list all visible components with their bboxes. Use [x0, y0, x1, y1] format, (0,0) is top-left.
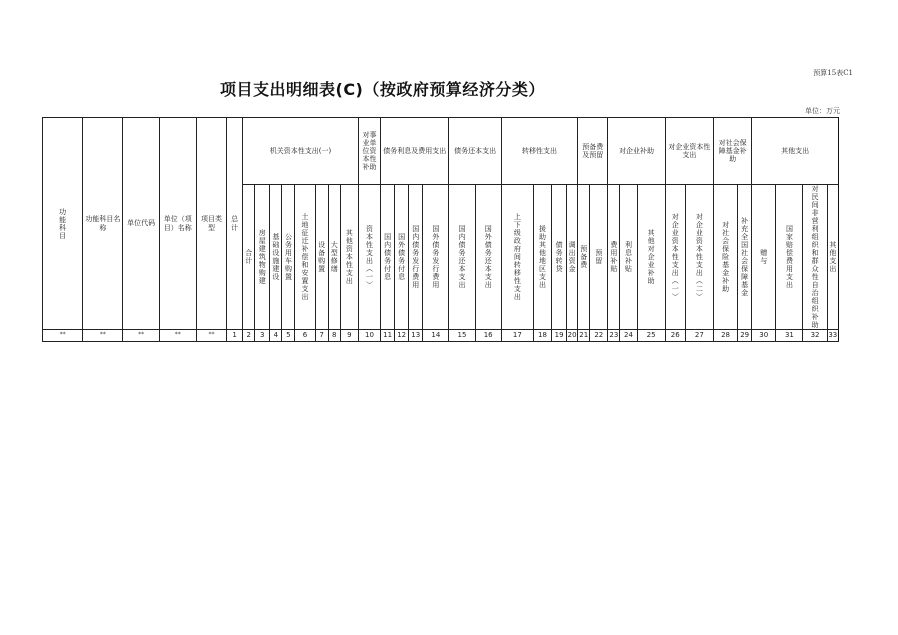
sub-header-3: 基础设施建设 [270, 185, 282, 330]
sub-header-30: 国家赔偿费用支出 [776, 185, 803, 330]
column-number: 3 [255, 330, 270, 342]
sub-header-25: 对企业资本性支出（一） [665, 185, 685, 330]
sub-header-32: 其他支出 [827, 185, 838, 330]
sub-header-23: 利息补贴 [620, 185, 637, 330]
sub-header-10: 国内债务付息 [381, 185, 395, 330]
column-number: 22 [590, 330, 608, 342]
sub-header-11: 国外债务付息 [395, 185, 409, 330]
sub-header-17: 援助其他地区支出 [533, 185, 551, 330]
sub-header-13: 国外债务发行费用 [423, 185, 449, 330]
group-reserve: 预备费及预留 [578, 118, 608, 185]
sub-header-29: 赠与 [752, 185, 776, 330]
column-number: 7 [315, 330, 328, 342]
column-number: 17 [501, 330, 533, 342]
column-number: 29 [738, 330, 752, 342]
group-debt-interest: 债务利息及费用支出 [381, 118, 449, 185]
group-other-expenditure: 其他支出 [752, 118, 839, 185]
sub-header-26: 对企业资本性支出（二） [685, 185, 713, 330]
form-code: 预算15表C1 [813, 69, 853, 77]
column-number: 26 [665, 330, 685, 342]
sub-header-21: 预留 [590, 185, 608, 330]
sub-header-18: 债务转贷 [552, 185, 567, 330]
sub-header-8: 其他资本性支出 [340, 185, 358, 330]
sub-header-16: 上下级政府间转移性支出 [501, 185, 533, 330]
sub-header-1: 合计 [243, 185, 255, 330]
header-function-subject-name: 功能科目名称 [83, 118, 123, 330]
column-number: 8 [328, 330, 340, 342]
column-number: 25 [637, 330, 665, 342]
group-enterprise-capital: 对企业资本性支出 [665, 118, 713, 185]
column-number: 1 [227, 330, 243, 342]
placeholder-cell: ** [196, 330, 226, 342]
expenditure-detail-table [42, 117, 839, 342]
column-number: 9 [340, 330, 358, 342]
column-number: 30 [752, 330, 776, 342]
sub-header-31: 对民间非营利组织和群众性自治组织补助 [803, 185, 827, 330]
column-number: 31 [776, 330, 803, 342]
sub-header-14: 国内债务还本支出 [449, 185, 475, 330]
group-social-security: 对社会保障基金补助 [713, 118, 751, 185]
page-title: 项目支出明细表(C)（按政府预算经济分类） [220, 80, 545, 99]
column-number: 21 [578, 330, 590, 342]
sub-header-12: 国内债务发行费用 [409, 185, 423, 330]
sub-header-24: 其他对企业补助 [637, 185, 665, 330]
column-number: 6 [295, 330, 315, 342]
sub-header-27: 对社会保险基金补助 [713, 185, 737, 330]
sub-header-7: 大型修缮 [328, 185, 340, 330]
group-institution-capital-subsidy: 对事业单位资本性补助 [358, 118, 380, 185]
group-header-row [43, 118, 839, 185]
unit-label: 单位：万元 [805, 107, 840, 115]
column-number: 5 [282, 330, 295, 342]
column-number: 33 [827, 330, 838, 342]
column-number: 16 [475, 330, 501, 342]
column-number: 14 [423, 330, 449, 342]
column-number: 23 [608, 330, 620, 342]
group-capital-expenditure-1: 机关资本性支出(一) [243, 118, 359, 185]
group-enterprise-subsidy: 对企业补助 [608, 118, 665, 185]
column-number: 28 [713, 330, 737, 342]
column-number: 4 [270, 330, 282, 342]
sub-header-22: 费用补贴 [608, 185, 620, 330]
sub-header-4: 公务用车购置 [282, 185, 295, 330]
column-number: 18 [533, 330, 551, 342]
group-debt-principal: 债务还本支出 [449, 118, 501, 185]
column-number-row [43, 330, 839, 342]
sub-header-6: 设备购置 [315, 185, 328, 330]
header-unit-name: 单位（项目）名称 [159, 118, 196, 330]
header-project-type: 项目类型 [196, 118, 226, 330]
header-total: 总计 [227, 118, 243, 330]
sub-header-20: 预备费 [578, 185, 590, 330]
sub-header-19: 调出资金 [567, 185, 578, 330]
header-unit-code: 单位代码 [123, 118, 159, 330]
column-number: 10 [358, 330, 380, 342]
sub-header-15: 国外债务还本支出 [475, 185, 501, 330]
column-number: 11 [381, 330, 395, 342]
sub-header-28: 补充全国社会保障基金 [738, 185, 752, 330]
column-number: 32 [803, 330, 827, 342]
placeholder-cell: ** [159, 330, 196, 342]
placeholder-cell: ** [43, 330, 83, 342]
column-number: 15 [449, 330, 475, 342]
column-number: 19 [552, 330, 567, 342]
group-transfer: 转移性支出 [501, 118, 577, 185]
placeholder-cell: ** [83, 330, 123, 342]
column-number: 24 [620, 330, 637, 342]
sub-header-9: 资本性支出（一） [358, 185, 380, 330]
column-number: 27 [685, 330, 713, 342]
column-number: 2 [243, 330, 255, 342]
column-number: 13 [409, 330, 423, 342]
column-number: 12 [395, 330, 409, 342]
sub-header-5: 土地征迁补偿和安置支出 [295, 185, 315, 330]
header-function-subject: 功能科目 [43, 118, 83, 330]
column-number: 20 [567, 330, 578, 342]
placeholder-cell: ** [123, 330, 159, 342]
sub-header-2: 房屋建筑物购建 [255, 185, 270, 330]
